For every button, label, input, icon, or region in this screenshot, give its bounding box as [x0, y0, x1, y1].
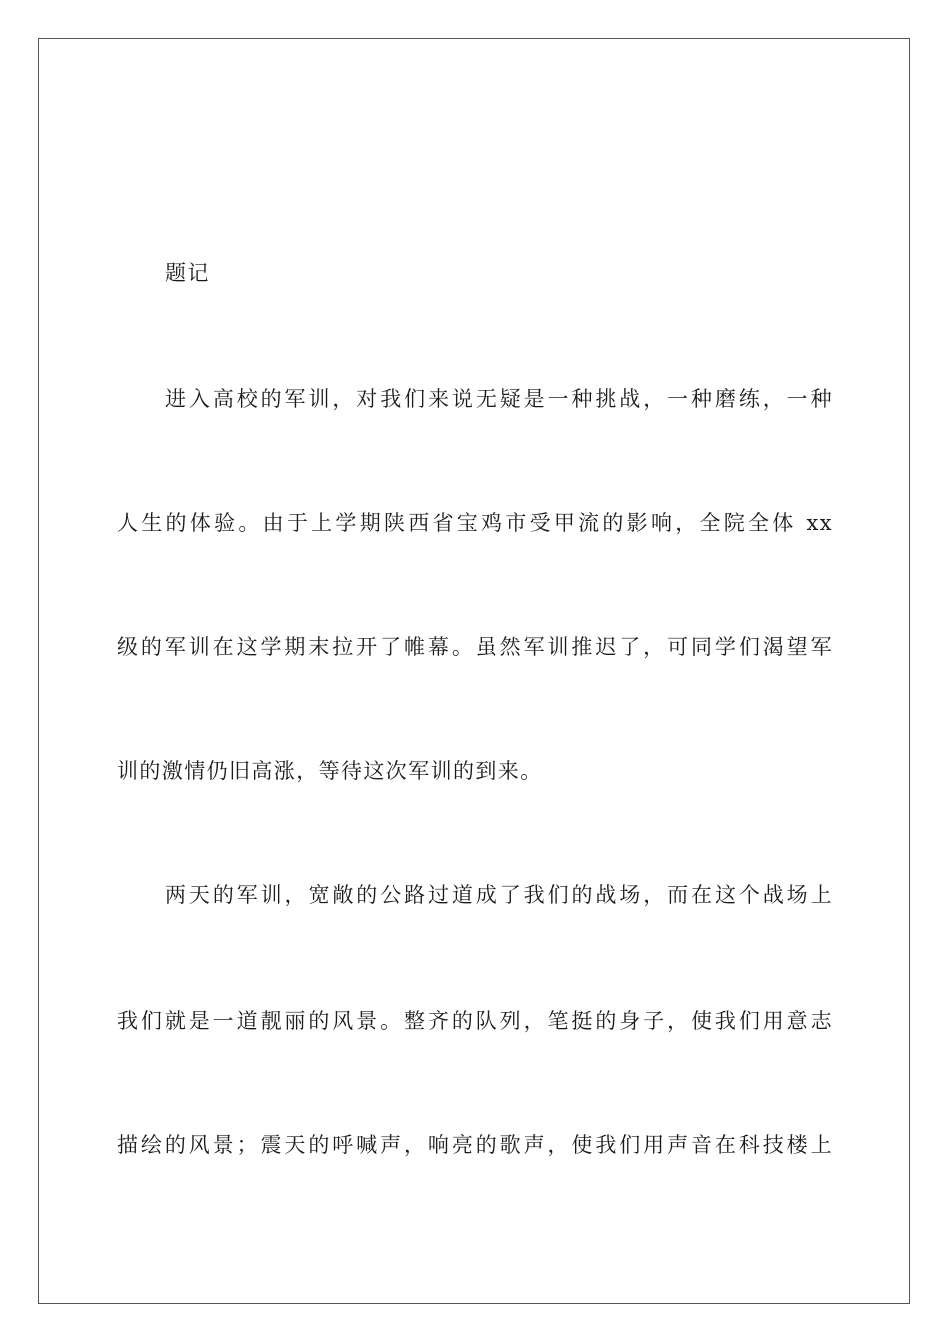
paragraph-2-line-1: 两天的军训，宽敞的公路过道成了我们的战场，而在这个战场上 — [165, 883, 833, 907]
paragraph-2-line-2: 我们就是一道靓丽的风景。整齐的队列，笔挺的身子，使我们用意志 — [117, 1009, 833, 1033]
page-border — [38, 38, 910, 1304]
paragraph-1-line-3: 级的军训在这学期末拉开了帷幕。虽然军训推迟了，可同学们渴望军 — [117, 635, 833, 659]
paragraph-1-line-2: 人生的体验。由于上学期陕西省宝鸡市受甲流的影响，全院全体 xx — [117, 511, 833, 535]
heading-title: 题记 — [165, 261, 210, 285]
paragraph-2-line-3: 描绘的风景；震天的呼喊声，响亮的歌声，使我们用声音在科技楼上 — [117, 1133, 833, 1157]
paragraph-1-line-4: 训的激情仍旧高涨，等待这次军训的到来。 — [117, 759, 543, 783]
paragraph-1-line-1: 进入高校的军训，对我们来说无疑是一种挑战，一种磨练，一种 — [165, 387, 833, 411]
